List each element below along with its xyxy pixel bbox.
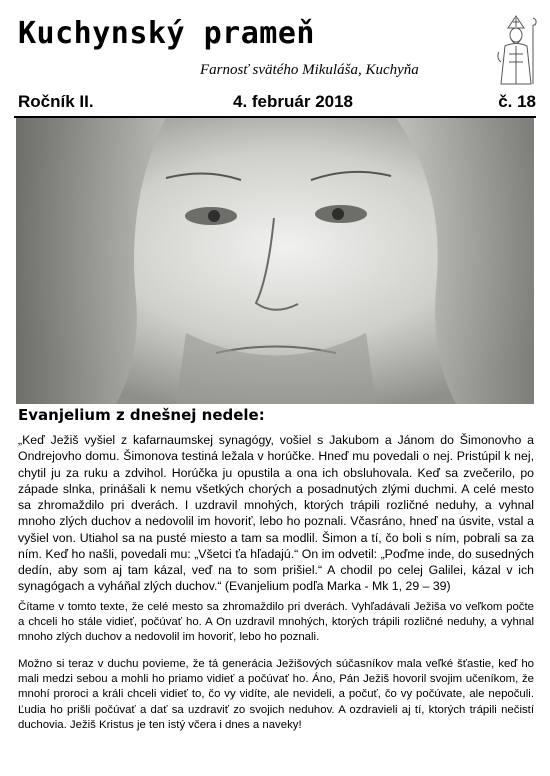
reflection-text-2: [18, 657, 534, 733]
reflection-paragraph-2: Možno si teraz v duchu povieme, že tá generácia Ježišových súčasníkov mala veľké šťastie, keď ho mali medzi sebou a mohli ho priamo vidieť a počúvať ho. Áno, Pán Ježiš hovoril svojim učeníkom, že mnohí proroci a králi chceli vidieť to, čo vy vidíte, ale nevideli, a počuť, čo vy počúvate, ale nepočuli. Ľudia ho prišli počúvať a dať sa uzdraviť zo svojich neduhov. A ozdravieli aj tí, ktorých trápili nečistí duchovia. Ježiš Kristus je ten istý včera i dnes a naveky!: [18, 658, 534, 731]
gospel-paragraph: „Keď Ježiš vyšiel z kafarnaumskej synagógy, vošiel s Jakubom a Jánom do Šimonovho a Ondrejovho domu. Šimonova testiná ležala v horúčke. Hneď mu povedali o nej. Pristúpil k nej, chytil ju za ruku a zdvihol. Horúčka ju opustila a ona ich obsluhovala. Keď sa zvečerilo, po západe slnka, prinášali k nemu všetkých chorých a posadnutých zlými duchmi. A celé mesto sa zhromaždilo pri dverách. I uzdravil mnohých, ktorých trápili rozličné neduhy, a vyhnal mnoho zlých duchov a nedovolil im hovoriť, lebo ho poznali. Včasráno, hneď na úsvite, vstal a vyšiel von. Utiahol sa na pusté miesto a tam sa modlil. Šimon a tí, čo boli s ním, pobrali sa za ním. Keď ho našli, povedali mu: „Všetci ťa hľadajú.“ On im odvetil: „Poďme inde, do susedných dedín, aby som aj tam kázal, veď na to som prišiel.“ A chodil po celej Galilei, kázal v ich synagógach a vyháňal zlých duchov.“ (Evanjelium podľa Marka - Mk 1, 29 – 39): [18, 433, 534, 594]
reflection-paragraph-1: Čítame v tomto texte, že celé mesto sa zhromaždilo pri dverách. Vyhľadávali Ježiša vo veľkom počte a chceli ho stále vidieť, počúvať ho. A On uzdravil mnohých, ktorých trápili rozličné neduhy, a vyhnal mnoho zlých duchov a nedovolil im hovoriť, lebo ho poznali.: [18, 601, 534, 644]
jesus-portrait-drawing: [16, 118, 534, 404]
parish-subtitle: Farnosť svätého Mikuláša, Kuchyňa: [200, 62, 419, 78]
gospel-text: [18, 432, 534, 595]
reflection-text-1: [18, 600, 534, 646]
issue-date: 4. február 2018: [233, 92, 354, 111]
bishop-saint-nicholas-icon: [493, 14, 539, 86]
issue-info-bar: [18, 92, 536, 114]
gospel-heading: Evanjelium z dnešnej nedele:: [18, 406, 265, 424]
issue-number: č. 18: [498, 92, 536, 111]
volume-label: Ročník II.: [18, 92, 94, 111]
newsletter-title: Kuchynský prameň: [18, 16, 315, 51]
